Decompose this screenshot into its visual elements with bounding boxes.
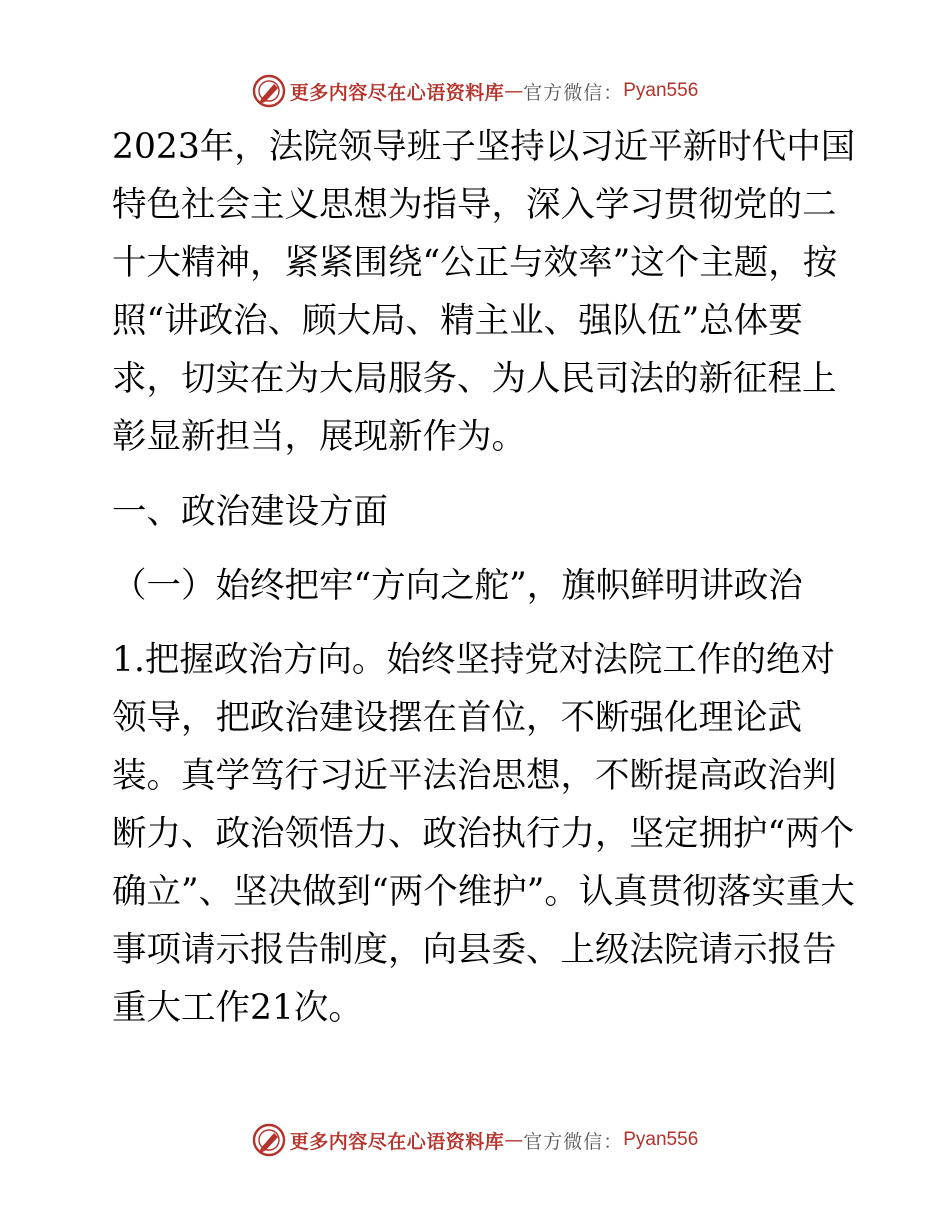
pen-logo-icon bbox=[252, 74, 286, 108]
banner-site-name: 更多内容尽在心语资料库 bbox=[289, 81, 505, 104]
banner-wechat-id: Pyan556 bbox=[623, 1129, 699, 1150]
footer-watermark-banner bbox=[0, 1120, 950, 1160]
banner-dash: — bbox=[504, 80, 524, 102]
banner-wechat-label: 官方微信： bbox=[523, 81, 624, 104]
header-watermark-banner bbox=[0, 71, 950, 111]
intro-paragraph: 2023年，法院领导班子坚持以习近平新时代中国特色社会主义思想为指导，深入学习贯彻党的二十大精神，紧紧围绕“公正与效率”这个主题，按照“讲政治、顾大局、精主业、强队伍”总体要求，切实在为大局服务、为人民司法的新征程上彰显新担当，展现新作为。 bbox=[112, 127, 856, 457]
banner-site-name: 更多内容尽在心语资料库 bbox=[289, 1130, 505, 1153]
banner-dash: — bbox=[504, 1129, 524, 1151]
subsection-heading: （一）始终把牢“方向之舵”，旗帜鲜明讲政治 bbox=[112, 566, 803, 606]
banner-wechat-id: Pyan556 bbox=[623, 80, 699, 101]
pen-logo-icon bbox=[252, 1123, 286, 1157]
section-heading: 一、政治建设方面 bbox=[112, 492, 388, 532]
item1-paragraph: 1.把握政治方向。始终坚持党对法院工作的绝对领导，把政治建设摆在首位，不断强化理论武装。真学笃行习近平法治思想，不断提高政治判断力、政治领悟力、政治执行力，坚定拥护“两个确立”、坚决做到“两个维护”。认真贯彻落实重大事项请示报告制度，向县委、上级法院请示报告重大工作21次。 bbox=[112, 640, 855, 1028]
document-body bbox=[98, 118, 858, 1037]
banner-wechat-label: 官方微信： bbox=[523, 1130, 624, 1153]
